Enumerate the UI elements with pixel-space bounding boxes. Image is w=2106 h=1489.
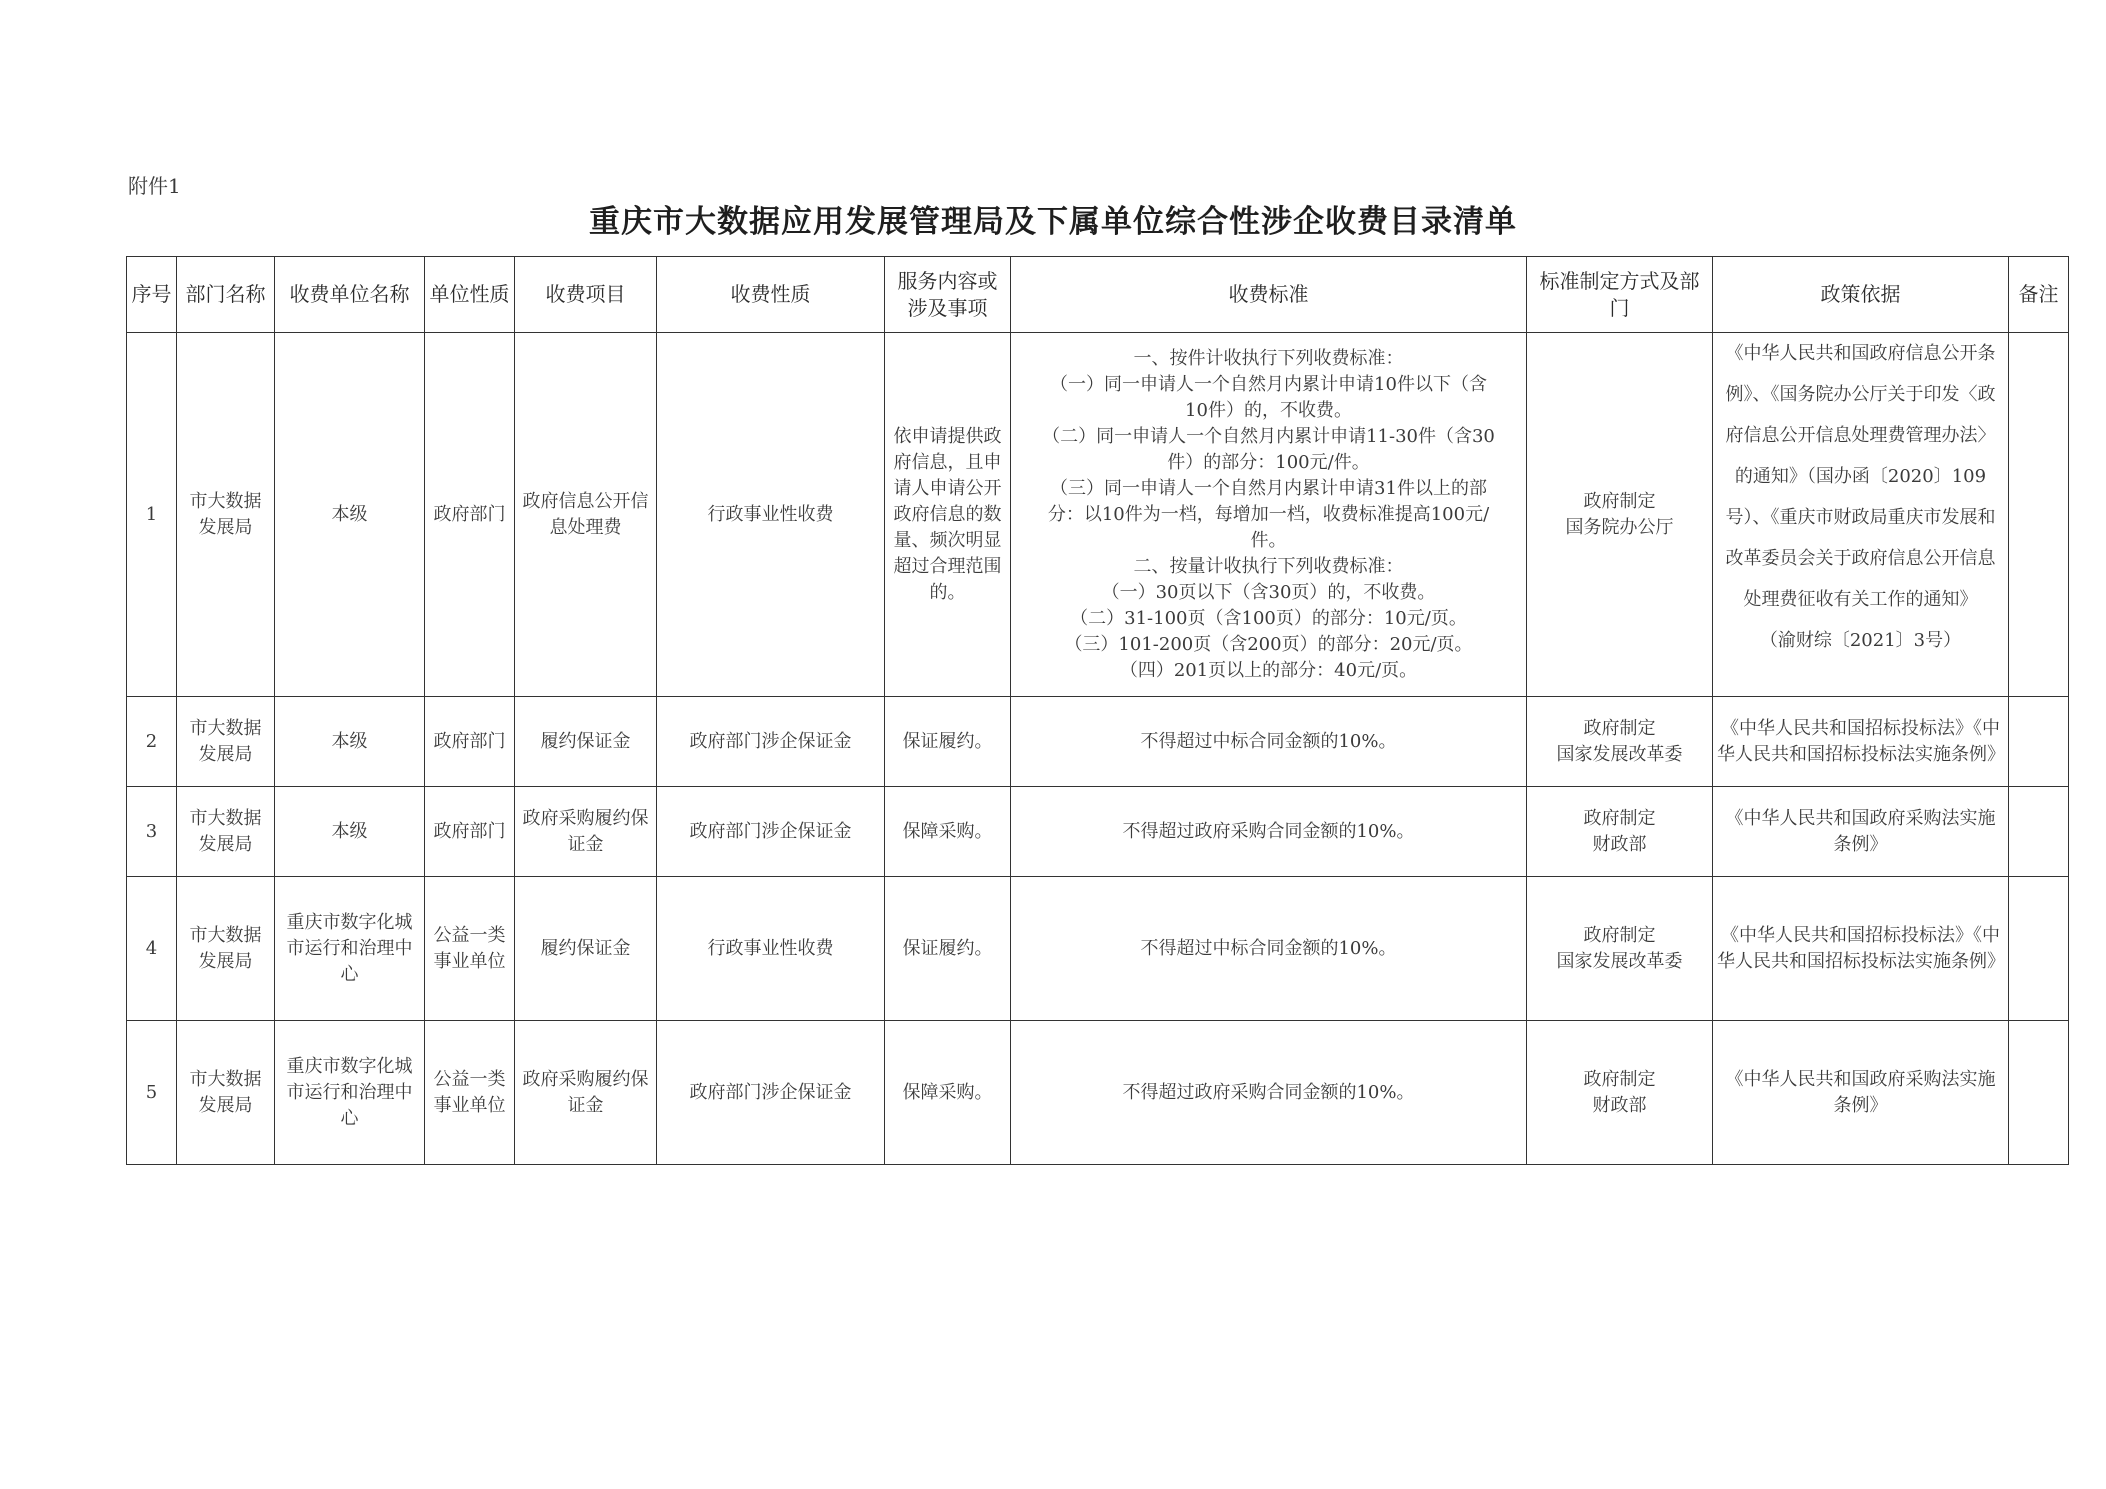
table-row xyxy=(127,697,2069,787)
cell-basis: 《中华人民共和国政府采购法实施条例》 xyxy=(1713,1021,2009,1165)
standard-line: （一）30页以下（含30页）的，不收费。 xyxy=(1101,581,1436,603)
header-department: 部门名称 xyxy=(177,257,275,333)
cell-basis: 《中华人民共和国政府采购法实施条例》 xyxy=(1713,787,2009,877)
header-remark: 备注 xyxy=(2009,257,2069,333)
standard-line: 二、按量计收执行下列收费标准： xyxy=(1133,555,1404,577)
method-line: 政府制定 xyxy=(1583,490,1656,512)
cell-method xyxy=(1527,787,1713,877)
cell-standard: 不得超过政府采购合同金额的10%。 xyxy=(1011,1021,1527,1165)
standard-line: （二）31-100页（含100页）的部分：10元/页。 xyxy=(1070,607,1467,629)
basis-text: 《中华人民共和国政府信息公开条例》、《国务院办公厅关于印发〈政府信息公开信息处理费管理办法〉的通知》（国办函〔2020〕109号）、《重庆市财政局重庆市发展和改革委员会关于政府信息公开信息处理费征收有关工作的通知》 xyxy=(1725,343,1996,610)
attachment-label: 附件1 xyxy=(128,174,181,198)
cell-service: 保证履约。 xyxy=(885,877,1011,1021)
standard-line: 件）的部分：100元/件。 xyxy=(1167,451,1370,473)
table-row xyxy=(127,787,2069,877)
cell-department: 市大数据发展局 xyxy=(177,697,275,787)
standard-line: （一）同一申请人一个自然月内累计申请10件以下（含 xyxy=(1050,373,1487,395)
cell-unit-type: 政府部门 xyxy=(425,697,515,787)
method-line: 政府制定 xyxy=(1583,1068,1656,1090)
cell-nature: 行政事业性收费 xyxy=(657,333,885,697)
cell-nature: 行政事业性收费 xyxy=(657,877,885,1021)
cell-item: 履约保证金 xyxy=(515,877,657,1021)
method-line: 财政部 xyxy=(1592,1094,1647,1116)
header-method: 标准制定方式及部门 xyxy=(1527,257,1713,333)
method-line: 财政部 xyxy=(1592,833,1647,855)
cell-service: 保障采购。 xyxy=(885,1021,1011,1165)
cell-remark xyxy=(2009,787,2069,877)
cell-basis xyxy=(1713,333,2009,697)
method-line: 国务院办公厅 xyxy=(1565,516,1674,538)
cell-remark xyxy=(2009,877,2069,1021)
cell-service: 保证履约。 xyxy=(885,697,1011,787)
method-line: 国家发展改革委 xyxy=(1556,743,1683,765)
cell-nature: 政府部门涉企保证金 xyxy=(657,697,885,787)
header-index: 序号 xyxy=(127,257,177,333)
cell-basis: 《中华人民共和国招标投标法》《中华人民共和国招标投标法实施条例》 xyxy=(1713,877,2009,1021)
cell-service: 依申请提供政府信息，且申请人申请公开政府信息的数量、频次明显超过合理范围的。 xyxy=(885,333,1011,697)
cell-standard: 不得超过中标合同金额的10%。 xyxy=(1011,697,1527,787)
cell-unit-type: 公益一类事业单位 xyxy=(425,877,515,1021)
standard-line: （四）201页以上的部分：40元/页。 xyxy=(1119,659,1418,681)
cell-unit: 本级 xyxy=(275,697,425,787)
cell-index: 4 xyxy=(127,877,177,1021)
cell-service: 保障采购。 xyxy=(885,787,1011,877)
table-row xyxy=(127,333,2069,697)
standard-line: （二）同一申请人一个自然月内累计申请11-30件（含30 xyxy=(1042,425,1495,447)
cell-remark xyxy=(2009,697,2069,787)
header-unit: 收费单位名称 xyxy=(275,257,425,333)
cell-unit: 本级 xyxy=(275,333,425,697)
header-nature: 收费性质 xyxy=(657,257,885,333)
method-line: 国家发展改革委 xyxy=(1556,950,1683,972)
cell-remark xyxy=(2009,333,2069,697)
cell-unit-type: 公益一类事业单位 xyxy=(425,1021,515,1165)
cell-unit: 重庆市数字化城市运行和治理中心 xyxy=(275,1021,425,1165)
header-basis: 政策依据 xyxy=(1713,257,2009,333)
cell-department: 市大数据发展局 xyxy=(177,787,275,877)
header-standard: 收费标准 xyxy=(1011,257,1527,333)
header-unit-type: 单位性质 xyxy=(425,257,515,333)
header-item: 收费项目 xyxy=(515,257,657,333)
cell-department: 市大数据发展局 xyxy=(177,877,275,1021)
cell-index: 2 xyxy=(127,697,177,787)
cell-unit-type: 政府部门 xyxy=(425,333,515,697)
basis-doc-number: （渝财综〔2021〕3号） xyxy=(1759,630,1962,651)
cell-method xyxy=(1527,877,1713,1021)
table-row xyxy=(127,1021,2069,1165)
standard-line: 10件）的，不收费。 xyxy=(1185,399,1352,421)
standard-line: 一、按件计收执行下列收费标准： xyxy=(1133,347,1404,369)
cell-item: 履约保证金 xyxy=(515,697,657,787)
cell-standard xyxy=(1011,333,1527,697)
cell-standard: 不得超过政府采购合同金额的10%。 xyxy=(1011,787,1527,877)
standard-line: （三）同一申请人一个自然月内累计申请31件以上的部 xyxy=(1050,477,1487,499)
fee-catalog-table xyxy=(126,256,2069,1165)
cell-basis: 《中华人民共和国招标投标法》《中华人民共和国招标投标法实施条例》 xyxy=(1713,697,2009,787)
method-line: 政府制定 xyxy=(1583,717,1656,739)
table-header-row xyxy=(127,257,2069,333)
cell-department: 市大数据发展局 xyxy=(177,333,275,697)
header-service: 服务内容或涉及事项 xyxy=(885,257,1011,333)
table-row xyxy=(127,877,2069,1021)
cell-index: 1 xyxy=(127,333,177,697)
cell-method xyxy=(1527,697,1713,787)
cell-item: 政府采购履约保证金 xyxy=(515,1021,657,1165)
method-line: 政府制定 xyxy=(1583,807,1656,829)
cell-department: 市大数据发展局 xyxy=(177,1021,275,1165)
cell-nature: 政府部门涉企保证金 xyxy=(657,1021,885,1165)
cell-nature: 政府部门涉企保证金 xyxy=(657,787,885,877)
cell-index: 3 xyxy=(127,787,177,877)
standard-line: 分：以10件为一档，每增加一档，收费标准提高100元/ xyxy=(1047,503,1490,525)
cell-unit: 重庆市数字化城市运行和治理中心 xyxy=(275,877,425,1021)
cell-item: 政府采购履约保证金 xyxy=(515,787,657,877)
cell-item: 政府信息公开信息处理费 xyxy=(515,333,657,697)
cell-method xyxy=(1527,333,1713,697)
cell-index: 5 xyxy=(127,1021,177,1165)
cell-standard: 不得超过中标合同金额的10%。 xyxy=(1011,877,1527,1021)
document-title: 重庆市大数据应用发展管理局及下属单位综合性涉企收费目录清单 xyxy=(589,204,1517,240)
cell-unit: 本级 xyxy=(275,787,425,877)
standard-line: （三）101-200页（含200页）的部分：20元/页。 xyxy=(1064,633,1473,655)
cell-unit-type: 政府部门 xyxy=(425,787,515,877)
method-line: 政府制定 xyxy=(1583,924,1656,946)
cell-remark xyxy=(2009,1021,2069,1165)
cell-method xyxy=(1527,1021,1713,1165)
standard-line: 件。 xyxy=(1250,529,1287,551)
